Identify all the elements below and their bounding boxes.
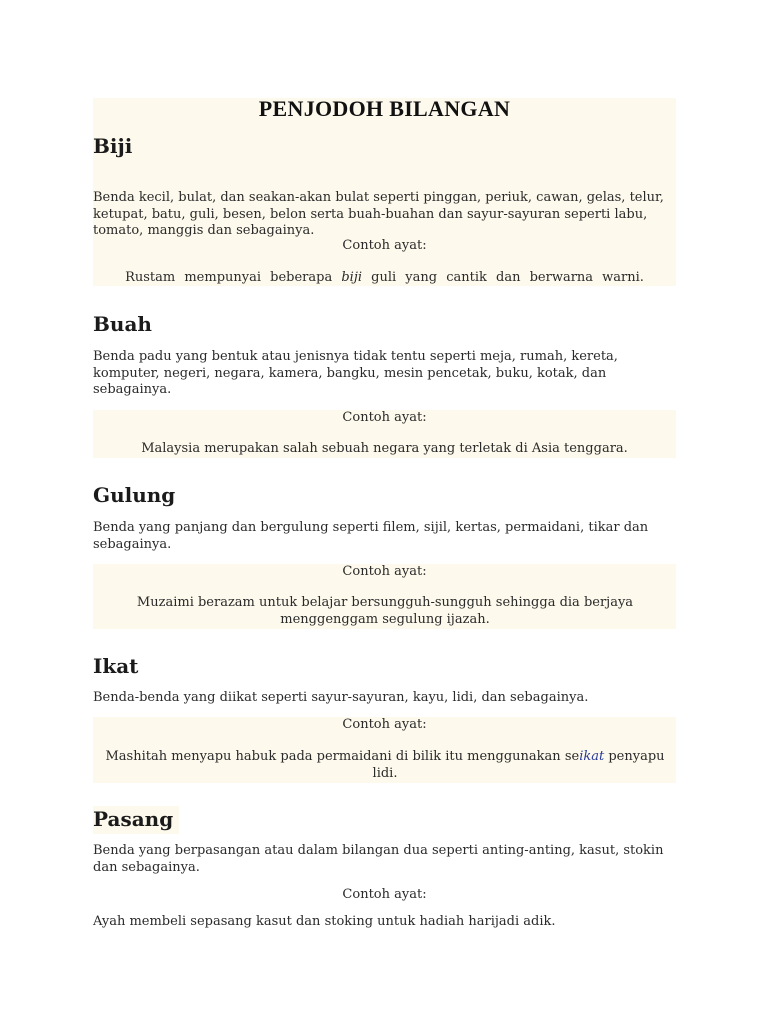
section-heading-biji: Biji (93, 134, 133, 158)
example-label-buah: Contoh ayat: (342, 410, 427, 425)
section-description-biji: Benda kecil, bulat, dan seakan-akan bulat seperti pinggan, periuk, cawan, gelas, telur, ketupat, batu, guli, besen, belon serta buah-buahan dan sayur-sayuran seperti labu, tomato, manggis dan sebagainya. (93, 190, 664, 238)
section-description-gulung: Benda yang panjang dan bergulung seperti filem, sijil, kertas, permaidani, tikar dan sebagainya. (93, 520, 649, 552)
example-sentence-ikat (100, 749, 670, 782)
section-heading-pasang: Pasang (93, 807, 174, 831)
section-description-ikat: Benda-benda yang diikat seperti sayur-sayuran, kayu, lidi, dan sebagainya. (93, 690, 589, 705)
example-sentence-pasang: Ayah membeli sepasang kasut dan stoking untuk hadiah harijadi adik. (93, 914, 556, 929)
example-highlight-word: biji (341, 270, 363, 285)
section-description-pasang: Benda yang berpasangan atau dalam bilangan dua seperti anting-anting, kasut, stokin dan sebagainya. (93, 843, 664, 875)
example-label-pasang: Contoh ayat: (342, 887, 427, 902)
section-description-buah: Benda padu yang bentuk atau jenisnya tidak tentu seperti meja, rumah, kereta, komputer, negeri, negara, kamera, bangku, mesin pencetak, buku, kotak, dan sebagainya. (93, 349, 618, 397)
example-label-gulung: Contoh ayat: (342, 564, 427, 579)
example-label-biji: Contoh ayat: (342, 238, 427, 253)
example-text-before: Rustam mempunyai beberapa (125, 270, 342, 285)
example-highlight-word: ikat (579, 749, 605, 764)
example-text-after: guli yang cantik dan berwarna warni. (362, 270, 644, 285)
section-heading-ikat: Ikat (93, 654, 139, 678)
example-sentence-buah: Malaysia merupakan salah sebuah negara yang terletak di Asia tenggara. (141, 441, 628, 456)
example-sentence-gulung: Muzaimi berazam untuk belajar bersungguh-sungguh sehingga dia berjaya menggenggam segulung ijazah. (136, 595, 634, 627)
page-title: PENJODOH BILANGAN (258, 96, 511, 121)
section-heading-buah: Buah (93, 312, 152, 336)
section-heading-gulung: Gulung (93, 483, 176, 507)
example-sentence-biji (93, 270, 676, 287)
example-text-after: penyapu lidi. (372, 749, 665, 781)
example-text-before: Mashitah menyapu habuk pada permaidani di bilik itu menggunakan se (105, 749, 580, 764)
example-label-ikat: Contoh ayat: (342, 717, 427, 732)
